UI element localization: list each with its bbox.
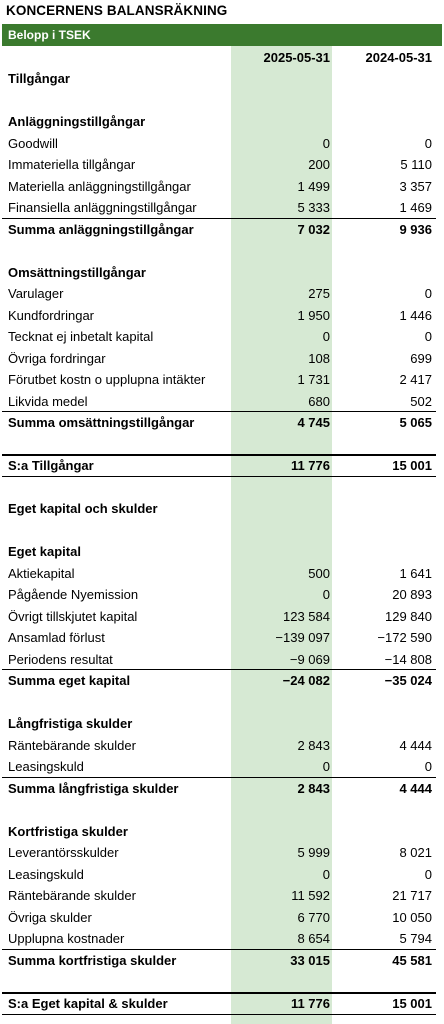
value-2024: 699 [410,350,432,366]
value-2024: −172 590 [377,630,432,645]
row-label: Leasingskuld [8,866,84,882]
value-2024: 1 469 [399,200,432,215]
row-label: Övriga fordringar [8,350,106,366]
value-2025: 11 592 [291,888,330,903]
value-2024: 4 444 [399,780,432,796]
value-2024: 0 [424,759,432,774]
total-row [0,455,444,476]
value-2024: 9 936 [399,221,432,237]
value-2025: 1 499 [297,178,330,194]
value-2025: −9 069 [289,651,330,667]
value-2025: 2 843 [297,780,330,796]
subtotal-row [0,670,444,691]
row-label: Kundfordringar [8,307,94,323]
section-heading [0,541,444,562]
row-label: Summa omsättningstillgångar [8,415,195,430]
column-header-2024: 2024-05-31 [365,50,432,65]
value-2025: 0 [322,866,330,882]
row-label: Summa kortfristiga skulder [8,952,177,968]
value-2025: 275 [308,286,330,301]
table-row [0,348,444,369]
rule-above-sum [2,411,436,412]
row-label: Likvida medel [8,393,88,409]
column-header-2025: 2025-05-31 [263,50,330,65]
value-2025: 1 731 [297,372,330,387]
table-row [0,606,444,627]
value-2024: 502 [410,393,432,409]
table-row [0,842,444,863]
row-label: Summa eget kapital [8,673,131,688]
row-label: Räntebärande skulder [8,888,136,903]
value-2024: 1 641 [399,565,432,581]
value-2024: 45 581 [392,952,432,968]
section-heading [0,713,444,734]
table-row [0,391,444,412]
value-2025: 108 [308,350,330,366]
row-label: S:a Eget kapital & skulder [8,995,168,1011]
rule-above-sum [2,218,436,219]
section-heading [0,111,444,132]
rule-below-total [2,476,436,477]
row-label: Goodwill [8,135,58,151]
value-2025: 33 015 [290,952,330,968]
row-label: Anläggningstillgångar [8,114,146,129]
row-label: Tillgångar [8,71,70,86]
row-label: Tecknat ej inbetalt kapital [8,329,154,344]
value-2024: 2 417 [399,372,432,387]
row-label: Eget kapital och skulder [8,501,158,516]
row-label: Varulager [8,286,64,301]
subtotal-row [0,412,444,433]
row-label: Summa långfristiga skulder [8,780,179,796]
row-label: Upplupna kostnader [8,931,125,946]
section-heading [0,498,444,519]
row-label: Immateriella tillgångar [8,157,136,172]
value-2024: −35 024 [384,673,432,688]
total-row [0,993,444,1014]
table-row [0,563,444,584]
value-2025: 680 [308,393,330,409]
value-2024: 21 717 [392,888,432,903]
rule-above-sum [2,777,436,778]
row-label: Leasingskuld [8,759,84,774]
table-row [0,584,444,605]
table-row [0,627,444,648]
value-2025: 0 [322,759,330,774]
row-label: Materiella anläggningstillgångar [8,178,191,194]
value-2024: 5 110 [400,157,432,172]
value-2024: 4 444 [399,737,432,753]
table-row [0,928,444,949]
value-2025: 2 843 [297,737,330,753]
table-row [0,154,444,175]
value-2025: 5 333 [297,200,330,215]
row-label: Periodens resultat [8,651,113,667]
table-row [0,283,444,304]
section-heading [0,821,444,842]
value-2024: 15 001 [392,995,432,1011]
value-2025: 1 950 [297,307,330,323]
value-2024: 20 893 [392,587,432,602]
document-title: KONCERNENS BALANSRÄKNING [6,3,228,18]
value-2024: 129 840 [385,608,432,624]
row-label: Ansamlad förlust [8,630,105,645]
value-2025: 4 745 [297,415,330,430]
rule-above-total [2,454,436,456]
table-row [0,756,444,777]
value-2024: 5 794 [399,931,432,946]
value-2024: 0 [424,135,432,151]
value-2025: 500 [308,565,330,581]
rule-below-total [2,1014,436,1015]
row-label: Pågående Nyemission [8,587,139,602]
value-2024: 8 021 [399,845,432,860]
value-2025: −139 097 [275,630,330,645]
row-label: Kortfristiga skulder [8,823,128,839]
value-2024: 3 357 [399,178,432,194]
table-row [0,197,444,218]
table-row [0,326,444,347]
value-2025: 200 [308,157,330,172]
row-label: Övriga skulder [8,909,92,925]
row-label: Långfristiga skulder [8,716,133,731]
row-label: Finansiella anläggningstillgångar [8,200,197,215]
unit-label: Belopp i TSEK [8,28,91,42]
subtotal-row [0,950,444,971]
value-2024: 15 001 [392,458,432,473]
row-label: Aktiekapital [8,565,75,581]
value-2024: 5 065 [399,415,432,430]
value-2024: 0 [424,866,432,882]
subtotal-row [0,778,444,799]
unit-header-bar [2,24,442,46]
row-label: Förutbet kostn o upplupna intäkter [8,372,206,387]
column-header-row [0,47,444,68]
value-2025: 0 [322,587,330,602]
row-label: S:a Tillgångar [8,458,94,473]
row-label: Eget kapital [8,544,81,559]
row-label: Räntebärande skulder [8,737,136,753]
row-label: Leverantörsskulder [8,845,119,860]
table-row [0,885,444,906]
table-row [0,864,444,885]
value-2025: 123 584 [283,608,330,624]
value-2025: 11 776 [290,458,330,473]
value-2025: 0 [322,329,330,344]
section-heading [0,262,444,283]
rule-above-total [2,992,436,994]
table-row [0,176,444,197]
table-row [0,305,444,326]
value-2025: 5 999 [297,845,330,860]
table-row [0,907,444,928]
value-2025: 8 654 [297,931,330,946]
subtotal-row [0,219,444,240]
value-2025: 0 [322,135,330,151]
table-row [0,133,444,154]
value-2025: 11 776 [290,995,330,1011]
value-2025: −24 082 [282,673,330,688]
row-label: Övrigt tillskjutet kapital [8,608,138,624]
value-2024: 1 446 [399,307,432,323]
value-2024: −14 808 [384,651,432,667]
row-label: Summa anläggningstillgångar [8,221,194,237]
rule-above-sum [2,669,436,670]
table-row [0,369,444,390]
value-2025: 6 770 [297,909,330,925]
rule-above-sum [2,949,436,950]
value-2024: 10 050 [392,909,432,925]
row-label: Omsättningstillgångar [8,264,146,280]
value-2024: 0 [424,286,432,301]
value-2025: 7 032 [297,221,330,237]
section-heading [0,68,444,89]
table-row [0,649,444,670]
table-row [0,735,444,756]
value-2024: 0 [424,329,432,344]
